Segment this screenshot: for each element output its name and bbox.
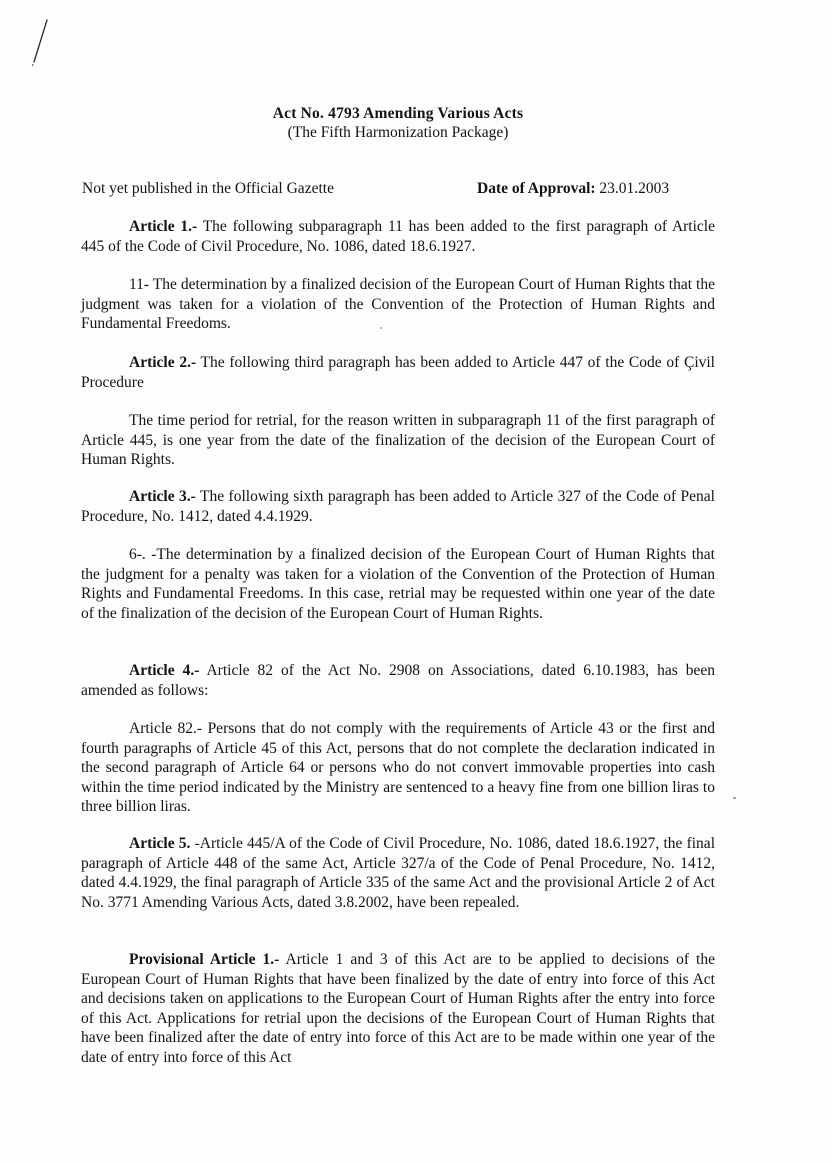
- article-5-paragraph: [81, 834, 715, 912]
- paragraph-text: 11- The determination by a finalized decision of the European Court of Human Rights that the judgment was taken for a violation of the Convention of the Protection of Human Rights and Fundamental Freedoms.: [81, 276, 715, 332]
- document-subtitle: (The Fifth Harmonization Package): [287, 124, 509, 141]
- paragraph-text: -Article 445/A of the Code of Civil Procedure, No. 1086, dated 18.6.1927, the final paragraph of Article 448 of the same Act, Article 327/a of the Code of Penal Procedure, No. 1412, dated 4.4.1929, the final paragraph of Article 335 of the same Act and the provisional Article 2 of Act No. 3771 Amending Various Acts, dated 3.8.2002, have been repealed.: [81, 835, 715, 911]
- provisional-article-1-paragraph: [81, 950, 715, 1067]
- article-82-paragraph: [81, 719, 715, 817]
- subparagraph-11: [81, 275, 715, 334]
- approval-date-value: 23.01.2003: [599, 180, 670, 197]
- paragraph-text: The following subparagraph 11 has been added to the first paragraph of Article 445 of the Code of Civil Procedure, No. 1086, dated 18.6.1927.: [81, 218, 715, 255]
- pen-stroke-mark: [28, 18, 58, 68]
- article-heading: Article 5.: [129, 835, 191, 852]
- publication-status: Not yet published in the Official Gazette: [82, 180, 334, 197]
- article-1-paragraph: [81, 217, 715, 256]
- scan-speck: [733, 797, 736, 799]
- paragraph-text: Article 82 of the Act No. 2908 on Associations, dated 6.10.1983, has been amended as follows:: [81, 662, 715, 699]
- paragraph-text: The time period for retrial, for the reason written in subparagraph 11 of the first paragraph of Article 445, is one year from the date of the finalization of the decision of the European Court of Human Rights.: [81, 412, 715, 468]
- article-heading: Article 2.-: [129, 354, 197, 371]
- article-heading: Article 3.-: [129, 488, 196, 505]
- sixth-paragraph: [81, 545, 715, 623]
- document-title: Act No. 4793 Amending Various Acts: [272, 105, 524, 122]
- article-heading: Article 1.-: [129, 218, 198, 235]
- paragraph-text: The following sixth paragraph has been added to Article 327 of the Code of Penal Procedure, No. 1412, dated 4.4.1929.: [81, 488, 715, 525]
- article-4-paragraph: [81, 661, 715, 700]
- article-2-paragraph: [81, 353, 715, 392]
- retrial-period-paragraph: [81, 411, 715, 470]
- paragraph-text: The following third paragraph has been added to Article 447 of the Code of Çivil Procedure: [81, 354, 715, 391]
- article-3-paragraph: [81, 487, 715, 526]
- approval-date-label: Date of Approval:: [477, 180, 596, 197]
- paragraph-text: 6-. -The determination by a finalized decision of the European Court of Human Rights that the judgment for a penalty was taken for a violation of the Convention of the Protection of Human Rights and Fundamental Freedoms. In this case, retrial may be requested within one year of the date of the finalization of the decision of the European Court of Human Rights.: [81, 546, 715, 622]
- scan-speck: [380, 327, 382, 329]
- paragraph-text: Article 82.- Persons that do not comply with the requirements of Article 43 or the first and fourth paragraphs of Article 45 of this Act, persons that do not complete the declaration indicated in the second paragraph of Article 64 or persons who do not convert immovable properties into cash within the time period indicated by the Ministry are sentenced to a heavy fine from one billion liras to three billion liras.: [81, 720, 715, 815]
- article-heading: Article 4.-: [129, 662, 200, 679]
- paragraph-text: Article 1 and 3 of this Act are to be applied to decisions of the European Court of Human Rights that have been finalized by the date of entry into force of this Act and decisions taken on applications to the European Court of Human Rights after the entry into force of this Act. Applications for retrial upon the decisions of the European Court of Human Rights that have been finalized after the date of entry into force of this Act are to be made within one year of the date of entry into force of this Act: [81, 951, 715, 1066]
- article-heading: Provisional Article 1.-: [129, 951, 280, 968]
- document-header: [0, 104, 796, 142]
- approval-date-line: [477, 179, 669, 198]
